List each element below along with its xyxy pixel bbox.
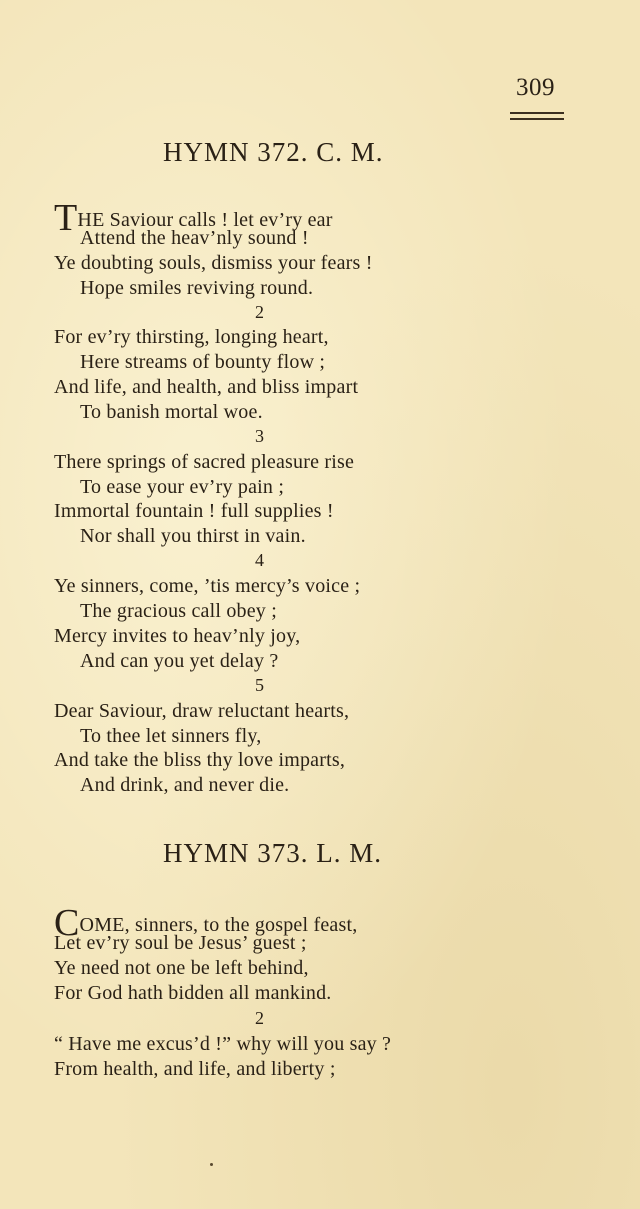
verse-line: Ye need not one be left behind, [54,957,309,979]
verse-number: 2 [255,1008,264,1028]
verse-line: From health, and life, and liberty ; [54,1058,336,1080]
verse-line: Ye doubting souls, dismiss your fears ! [54,252,373,274]
ink-speck [210,1163,213,1166]
drop-cap: C [54,902,80,944]
verse-line: And take the bliss thy love imparts, [54,749,346,771]
verse-line: There springs of sacred pleasure rise [54,451,355,473]
verse-line: To thee let sinners fly, [80,725,262,747]
first-word-caps: OME, [79,914,130,936]
hymn-372-title: HYMN 372. C. M. [163,137,384,167]
verse-line: Let ev’ry soul be Jesus’ guest ; [54,932,307,954]
drop-cap: T [54,197,78,239]
verse-number: 3 [255,426,264,446]
verse-line: For God hath bidden all mankind. [54,982,332,1004]
verse-line: Here streams of bounty flow ; [80,351,326,373]
verse-line: To banish mortal woe. [80,401,263,423]
verse-line: Ye sinners, come, ’tis mercy’s voice ; [54,575,361,597]
verse-line: Immortal fountain ! full supplies ! [54,500,334,522]
verse-line: The gracious call obey ; [80,600,277,622]
first-line-text: Saviour calls ! let ev’ry ear [104,209,333,231]
verse-line: Mercy invites to heav’nly joy, [54,625,301,647]
first-line-text: sinners, to the gospel feast, [129,914,358,936]
verse-line: Hope smiles reviving round. [80,277,314,299]
verse-line: Dear Saviour, draw reluctant hearts, [54,700,350,722]
page-number-rule [510,112,564,120]
verse-line: And life, and health, and bliss impart [54,376,359,398]
hymn-373-title: HYMN 373. L. M. [163,838,383,868]
page-number: 309 [516,74,555,101]
verse-line: For ev’ry thirsting, longing heart, [54,326,329,348]
verse-line: Nor shall you thirst in vain. [80,525,306,547]
verse-line: To ease your ev’ry pain ; [80,476,285,498]
verse-line: And can you yet delay ? [80,650,279,672]
verse-number: 4 [255,550,264,570]
verse-number: 2 [255,302,264,322]
verse-line: “ Have me excus’d !” why will you say ? [54,1033,392,1055]
verse-line: Attend the heav’nly sound ! [80,227,309,249]
verse-number: 5 [255,675,264,695]
verse-line: And drink, and never die. [80,774,290,796]
first-word-caps: HE [77,209,105,231]
